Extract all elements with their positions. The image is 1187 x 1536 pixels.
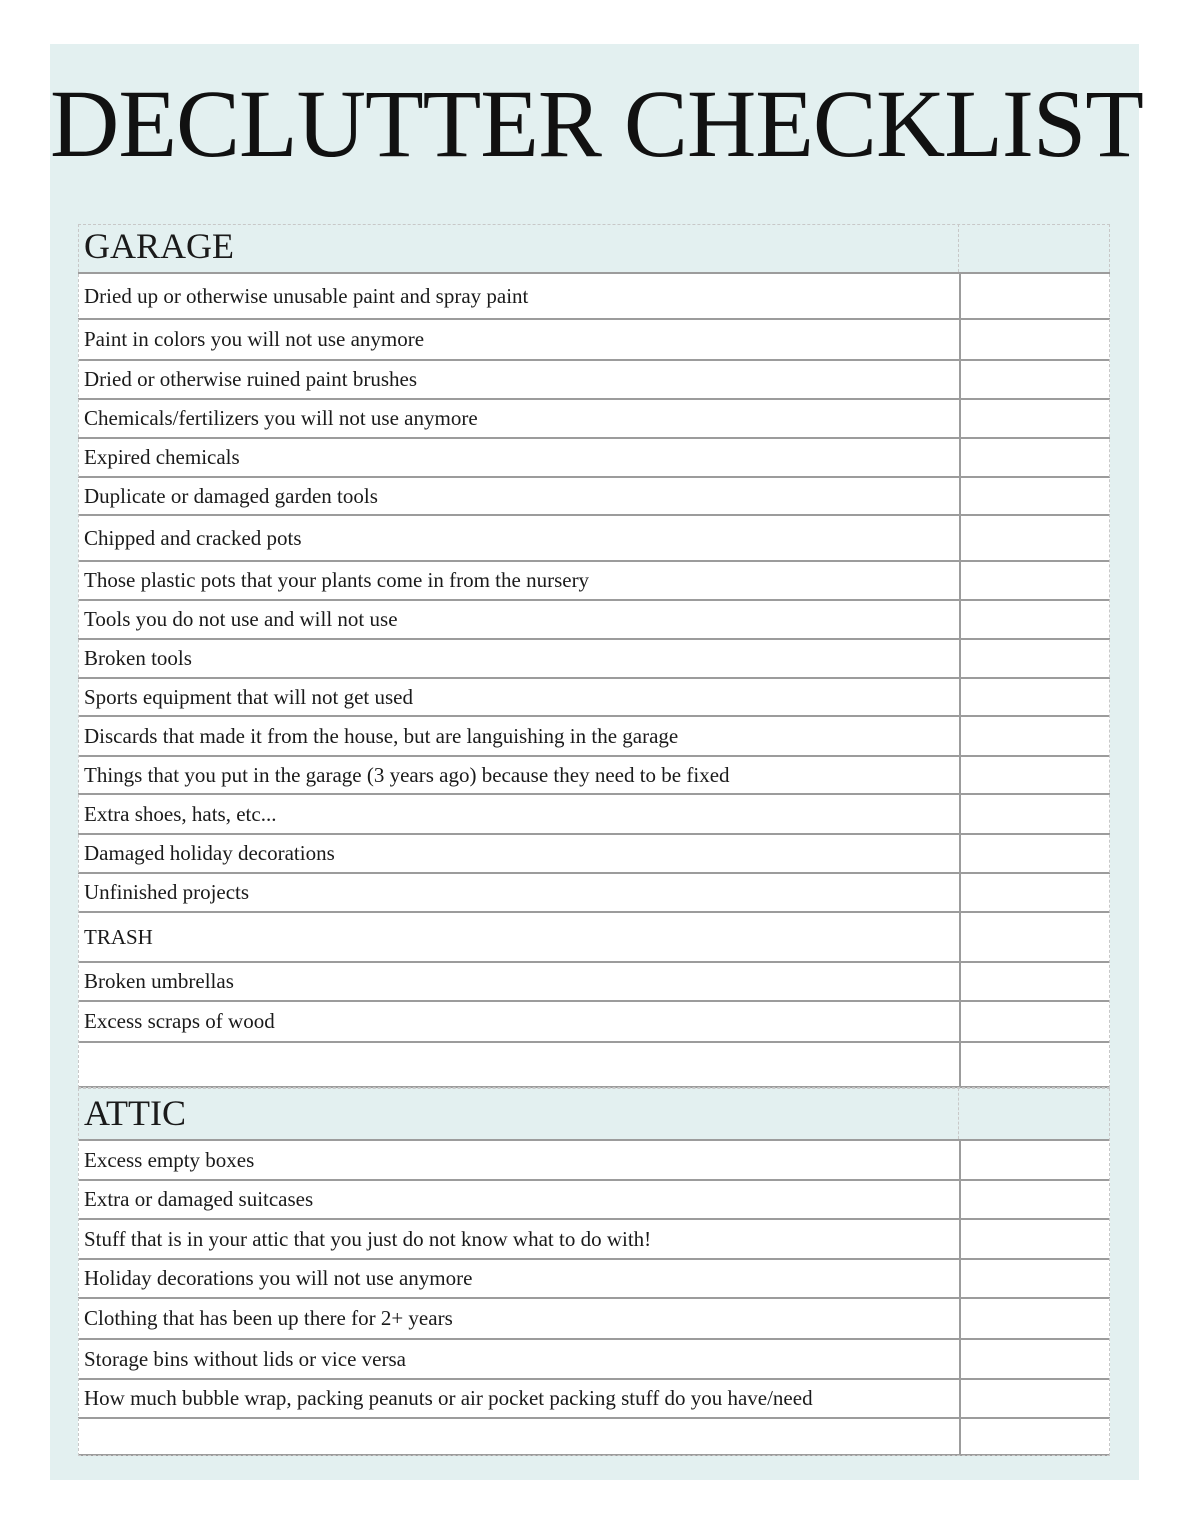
page-title: DECLUTTER CHECKLIST <box>50 70 1143 177</box>
checklist-row <box>78 835 1110 874</box>
checklist-row <box>78 1380 1110 1419</box>
checklist-item-text: Chemicals/fertilizers you will not use anymore <box>84 406 478 430</box>
checklist-row <box>78 478 1110 516</box>
checklist-item-text: Extra shoes, hats, etc... <box>84 801 277 826</box>
checklist-item-text: Excess empty boxes <box>84 1147 255 1172</box>
checkbox-cell[interactable] <box>959 1181 1110 1218</box>
checkbox-cell[interactable] <box>959 1002 1110 1041</box>
checkbox-cell[interactable] <box>959 1299 1110 1338</box>
garage-section <box>78 224 1110 1088</box>
checklist-row <box>78 679 1110 717</box>
checkbox-cell[interactable] <box>959 679 1110 715</box>
checklist-item-text: Chipped and cracked pots <box>84 525 302 550</box>
checkbox-cell[interactable] <box>959 1043 1110 1086</box>
checkbox-cell[interactable] <box>959 757 1110 793</box>
checklist-row <box>78 274 1110 320</box>
checkbox-cell[interactable] <box>959 640 1110 677</box>
checklist-row <box>78 361 1110 400</box>
checkbox-cell[interactable] <box>959 795 1110 833</box>
checklist-row <box>78 1220 1110 1260</box>
checkbox-cell[interactable] <box>959 1260 1110 1297</box>
checkbox-cell[interactable] <box>959 717 1110 755</box>
checklist-item-text: Storage bins without lids or vice versa <box>84 1346 406 1371</box>
checklist-item-text: Holiday decorations you will not use anymore <box>84 1266 473 1290</box>
checkbox-cell[interactable] <box>959 1419 1110 1454</box>
checkbox-cell[interactable] <box>959 439 1110 476</box>
checklist-item-text: Paint in colors you will not use anymore <box>84 327 425 351</box>
checkbox-cell[interactable] <box>959 601 1110 638</box>
checklist-row <box>78 516 1110 562</box>
section-heading: GARAGE <box>84 226 234 266</box>
checklist-item-text: Damaged holiday decorations <box>84 841 335 865</box>
header-check-column <box>958 224 1110 272</box>
checklist-item-text: Discards that made it from the house, but are languishing in the garage <box>84 723 679 748</box>
checklist-item-text: Stuff that is in your attic that you just do not know what to do with! <box>84 1226 652 1251</box>
checklist-row <box>78 1002 1110 1043</box>
checklist-item-text: Those plastic pots that your plants come in from the nursery <box>84 568 590 592</box>
checklist-item-text: Broken tools <box>84 646 192 670</box>
section-heading: ATTIC <box>84 1093 186 1133</box>
checklist-row <box>78 1299 1110 1340</box>
checkbox-cell[interactable] <box>959 835 1110 872</box>
checklist-row <box>78 913 1110 963</box>
checklist-item-text: Sports equipment that will not get used <box>84 684 413 709</box>
checklist-row <box>78 717 1110 757</box>
checkbox-cell[interactable] <box>959 1141 1110 1179</box>
checkbox-cell[interactable] <box>959 1380 1110 1417</box>
checklist-item-text: Unfinished projects <box>84 880 250 904</box>
header-check-column <box>958 1088 1110 1139</box>
checkbox-cell[interactable] <box>959 913 1110 961</box>
checklist-row <box>78 1043 1110 1088</box>
garage-rows <box>78 274 1110 1088</box>
checkbox-cell[interactable] <box>959 516 1110 560</box>
checklist-row <box>78 1141 1110 1181</box>
checklist-row <box>78 1260 1110 1299</box>
section-header <box>78 1088 1110 1141</box>
checklist-item-text: TRASH <box>84 924 153 949</box>
checklist-row <box>78 1419 1110 1456</box>
checklist-item-text <box>84 1419 950 1454</box>
checkbox-cell[interactable] <box>959 562 1110 599</box>
checklist-row <box>78 1181 1110 1220</box>
checklist-item-text: Broken umbrellas <box>84 969 234 993</box>
checkbox-cell[interactable] <box>959 320 1110 359</box>
checklist-item-text: Tools you do not use and will not use <box>84 607 398 631</box>
section-header <box>78 224 1110 274</box>
checkbox-cell[interactable] <box>959 1220 1110 1258</box>
checklist-item-text: How much bubble wrap, packing peanuts or air pocket packing stuff do you have/need <box>84 1386 813 1410</box>
attic-rows <box>78 1141 1110 1456</box>
checklist-item-text: Excess scraps of wood <box>84 1009 275 1033</box>
checklist-row <box>78 874 1110 913</box>
checklist-row <box>78 601 1110 640</box>
checklist-item-text: Extra or damaged suitcases <box>84 1187 314 1211</box>
checkbox-cell[interactable] <box>959 874 1110 911</box>
checklist-row <box>78 963 1110 1002</box>
checklist-item-text: Dried up or otherwise unusable paint and spray paint <box>84 283 529 308</box>
checklist-row <box>78 640 1110 679</box>
checklist-item-text: Things that you put in the garage (3 years ago) because they need to be fixed <box>84 762 730 787</box>
checkbox-cell[interactable] <box>959 400 1110 437</box>
checkbox-cell[interactable] <box>959 1340 1110 1378</box>
checkbox-cell[interactable] <box>959 963 1110 1000</box>
attic-section <box>78 1088 1110 1456</box>
checkbox-cell[interactable] <box>959 361 1110 398</box>
checklist-row <box>78 757 1110 795</box>
checklist-row <box>78 439 1110 478</box>
checkbox-cell[interactable] <box>959 478 1110 514</box>
checklist-row <box>78 400 1110 439</box>
checklist-item-text <box>84 1043 950 1086</box>
checklist-item-text: Expired chemicals <box>84 445 240 469</box>
checklist-row <box>78 320 1110 361</box>
checklist-item-text: Dried or otherwise ruined paint brushes <box>84 367 417 391</box>
checklist-row <box>78 1340 1110 1380</box>
checklist-item-text: Clothing that has been up there for 2+ years <box>84 1306 453 1330</box>
checklist-row <box>78 795 1110 835</box>
checkbox-cell[interactable] <box>959 274 1110 318</box>
checklist-row <box>78 562 1110 601</box>
checklist-item-text: Duplicate or damaged garden tools <box>84 483 378 508</box>
